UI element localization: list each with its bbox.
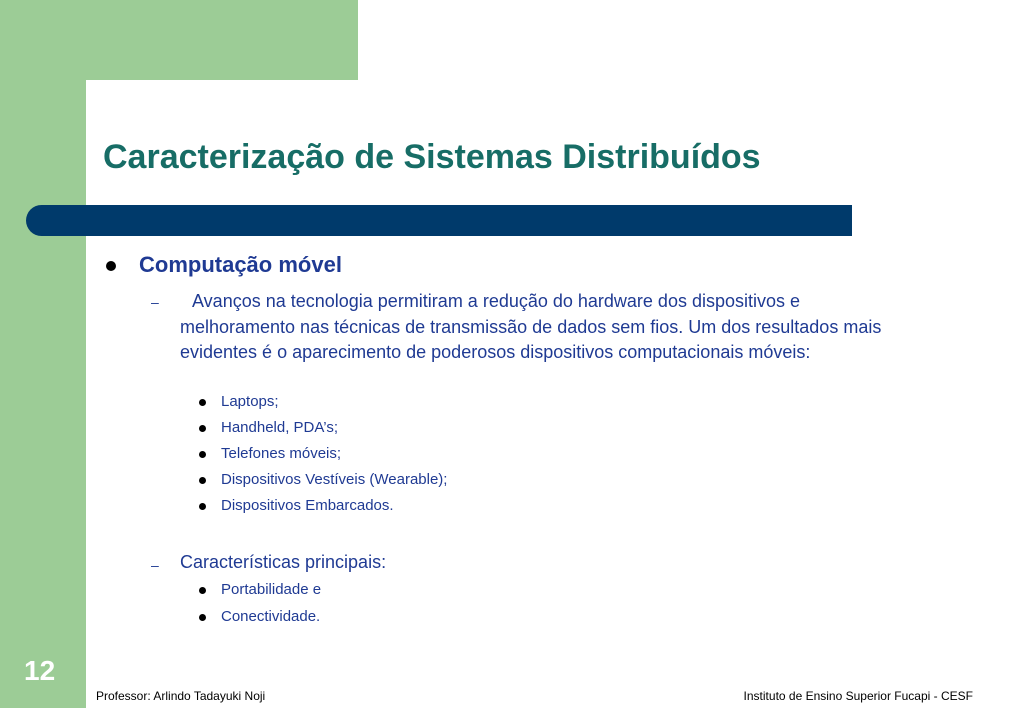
dash-icon: – (151, 294, 159, 310)
paragraph (180, 289, 920, 366)
list-item: Handheld, PDA’s; (221, 419, 339, 436)
bullet-icon (199, 503, 206, 510)
list-item: Dispositivos Vestíveis (Wearable); (221, 471, 448, 488)
list-item: Telefones móveis; (221, 445, 342, 462)
paragraph-text: Avanços na tecnologia permitiram a redução do hardware dos dispositivos e melhoramento nas técnicas de transmissão de dados sem fios. Um dos resultados mais evidentes é o aparecimento de poderosos dispositivos computacionais móveis: (180, 291, 882, 362)
bullet-heading: Computação móvel (139, 252, 342, 277)
list-item: Laptops; (221, 393, 279, 410)
list-item: Portabilidade e (221, 581, 322, 598)
list-item: Dispositivos Embarcados. (221, 497, 394, 514)
page-number: 12 (24, 655, 56, 686)
footer-institution: Instituto de Ensino Superior Fucapi - CESF (743, 689, 973, 703)
bullet-icon (199, 425, 206, 432)
bullet-icon (199, 587, 206, 594)
footer-author: Professor: Arlindo Tadayuki Noji (96, 689, 266, 703)
slide-title: Caracterização de Sistemas Distribuídos (103, 138, 761, 176)
bullet-icon (199, 399, 206, 406)
list-item: Conectividade. (221, 608, 321, 625)
subheading: Características principais: (180, 552, 387, 572)
bullet-icon (199, 451, 206, 458)
bullet-icon (106, 261, 116, 271)
dash-icon: – (151, 557, 159, 573)
bullet-icon (199, 477, 206, 484)
bullet-icon (199, 614, 206, 621)
